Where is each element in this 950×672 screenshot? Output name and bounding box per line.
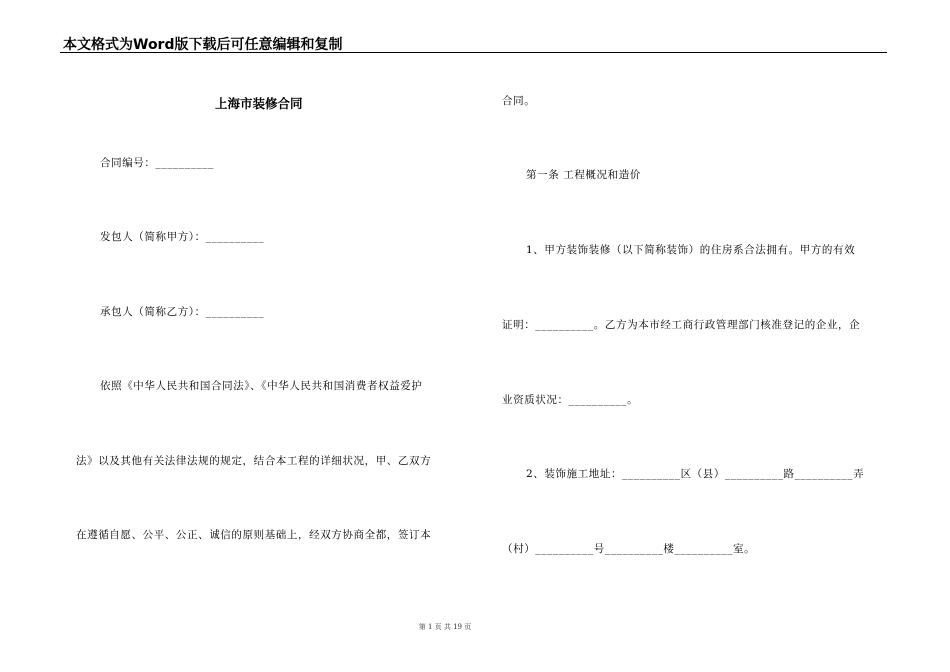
item-1-line-2: 证明：__________。乙方为本市经工商行政管理部门核准登记的企业，企 bbox=[502, 319, 861, 331]
party-b-line: 承包人（简称乙方）：__________ bbox=[100, 306, 265, 318]
item-2-line-2: （村）__________号__________楼__________室。 bbox=[502, 543, 756, 555]
banner-divider bbox=[60, 52, 887, 53]
continuation-line: 合同。 bbox=[502, 95, 536, 107]
item-1-line-3: 业资质状况：__________。 bbox=[502, 394, 639, 406]
article-1-heading: 第一条 工程概况和造价 bbox=[526, 169, 641, 181]
preamble-line-3: 在遵循自愿、公平、公正、诚信的原则基础上，经双方协商全都，签订本 bbox=[76, 529, 432, 541]
preamble-line-1: 依照《中华人民共和国合同法》、《中华人民共和国消费者权益爱护 bbox=[100, 380, 423, 392]
item-2-line-1: 2、装饰施工地址：__________区（县）__________路__________弄 bbox=[526, 468, 865, 480]
contract-number-line: 合同编号：__________ bbox=[100, 157, 214, 169]
download-banner: 本文格式为Word版下载后可任意编辑和复制 bbox=[63, 37, 343, 53]
party-a-line: 发包人（简称甲方）：__________ bbox=[100, 231, 265, 243]
page-footer: 第 1 页 共 19 页 bbox=[418, 623, 472, 631]
item-1-line-1: 1、甲方装饰装修（以下简称装饰）的住房系合法拥有。甲方的有效 bbox=[526, 244, 856, 256]
document-title: 上海市装修合同 bbox=[215, 96, 303, 111]
preamble-line-2: 法》以及其他有关法律法规的规定，结合本工程的详细状况，甲、乙双方 bbox=[76, 455, 432, 467]
